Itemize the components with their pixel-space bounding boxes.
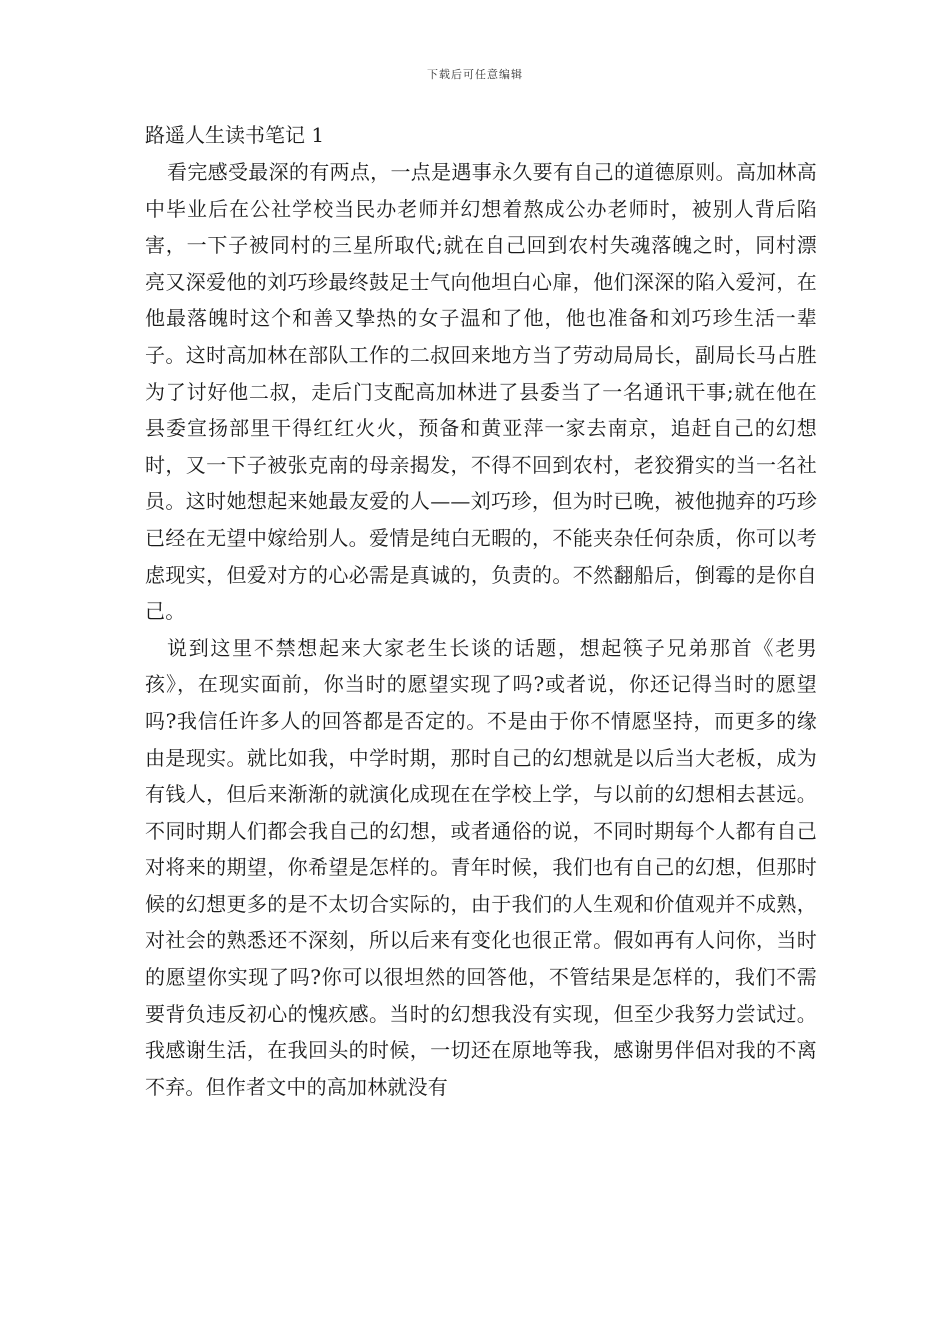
paragraph-1: 看完感受最深的有两点，一点是遇事永久要有自己的道德原则。高加林高中毕业后在公社学校当民办老师并幻想着熬成公办老师时，被别人背后陷害，一下子被同村的三星所取代;就在自己回到农村失魂落魄之时，同村漂亮又深爱他的刘巧珍最终鼓足士气向他坦白心扉，他们深深的陷入爱河，在他最落魄时这个和善又挚热的女子温和了他，他也准备和刘巧珍生活一辈子。这时高加林在部队工作的二叔回来地方当了劳动局局长，副局长马占胜为了讨好他二叔，走后门支配高加林进了县委当了一名通讯干事;就在他在县委宣扬部里干得红红火火，预备和黄亚萍一家去南京，追赶自己的幻想时，又一下子被张克南的母亲揭发，不得不回到农村，老狡猾实的当一名社员。这时她想起来她最友爱的人——刘巧珍，但为时已晚，被他抛弃的巧珍已经在无望中嫁给别人。爱情是纯白无暇的，不能夹杂任何杂质，你可以考虑现实，但爱对方的心必需是真诚的，负责的。不然翻船后，倒霉的是你自己。	[145, 160, 817, 624]
document-title: 路遥人生读书笔记 1	[145, 123, 325, 147]
document-body	[145, 116, 817, 1105]
paragraph-2: 说到这里不禁想起来大家老生长谈的话题，想起筷子兄弟那首《老男孩》，在现实面前，你当时的愿望实现了吗?或者说，你还记得当时的愿望吗?我信任许多人的回答都是否定的。不是由于你不情愿坚持，而更多的缘由是现实。就比如我，中学时期，那时自己的幻想就是以后当大老板，成为有钱人，但后来渐渐的就演化成现在在学校上学，与以前的幻想相去甚远。不同时期人们都会我自己的幻想，或者通俗的说，不同时期每个人都有自己对将来的期望，你希望是怎样的。青年时候，我们也有自己的幻想，但那时候的幻想更多的是不太切合实际的，由于我们的人生观和价值观并不成熟，对社会的熟悉还不深刻，所以后来有变化也很正常。假如再有人问你，当时的愿望你实现了吗?你可以很坦然的回答他，不管结果是怎样的，我们不需要背负违反初心的愧疚感。当时的幻想我没有实现，但至少我努力尝试过。我感谢生活，在我回头的时候，一切还在原地等我，感谢男伴侣对我的不离不弃。但作者文中的高加林就没有	[145, 635, 817, 1099]
header-note: 下载后可任意编辑	[427, 68, 523, 81]
